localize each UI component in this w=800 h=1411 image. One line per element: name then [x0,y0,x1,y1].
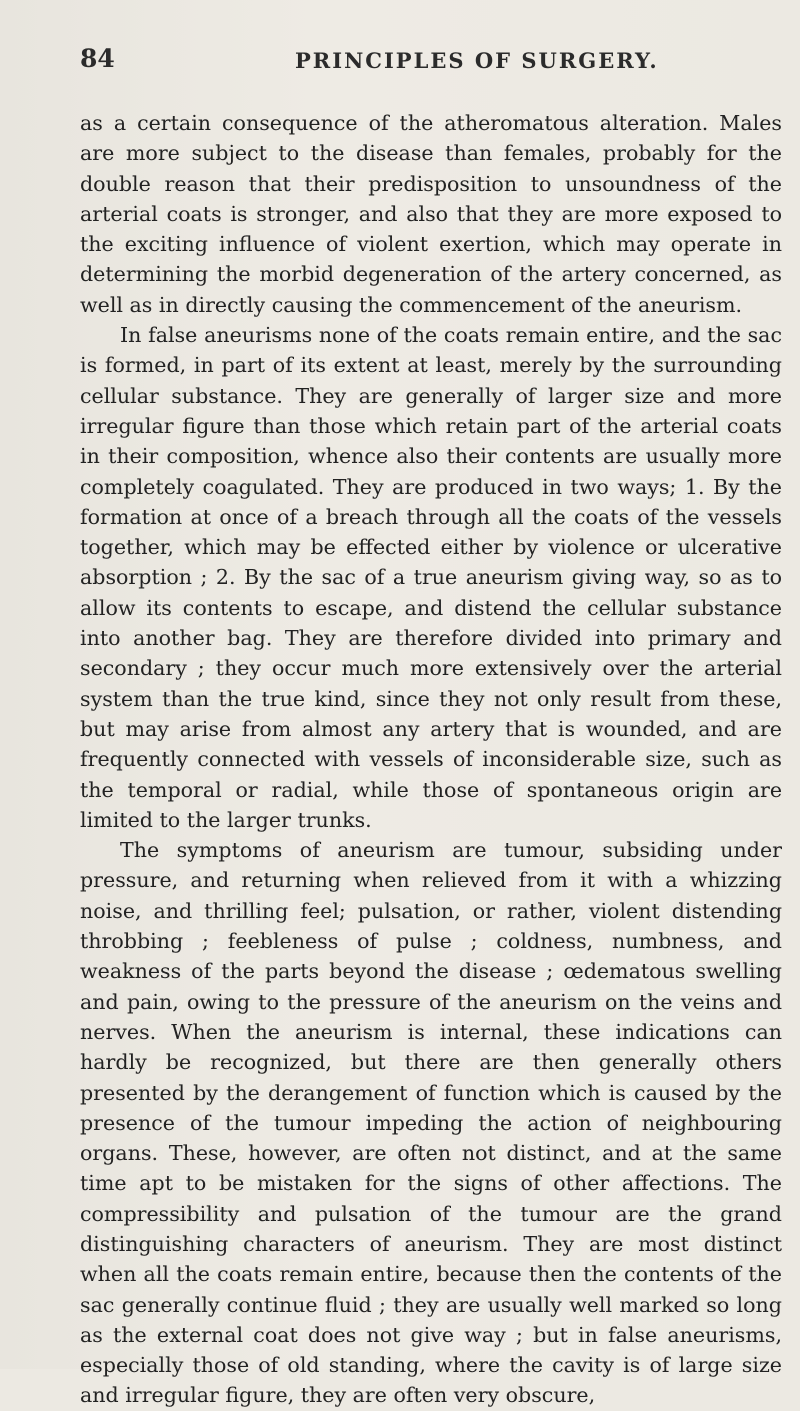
paragraph-1: as a certain consequence of the atheromatous alteration. Males are more subject to the disease than females, probably for the double reason that their predisposition to unsoundness of the arterial coats is stronger, and also that they are more exposed to the exciting influence of violent exertion, which may operate in determining the morbid degeneration of the artery concerned, as well as in directly causing the commencement of the aneurism. [80,111,782,317]
paragraph-2: In false aneurisms none of the coats remain entire, and the sac is formed, in part of its extent at least, merely by the surrounding cellular substance. They are generally of larger size and more irregular figure than those which retain part of the arterial coats in their composition, whence also their contents are usually more completely coagulated. They are produced in two ways; 1. By the formation at once of a breach through all the coats of the vessels together, which may be effected either by violence or ulcerative absorption ; 2. By the sac of a true aneurism giving way, so as to allow its contents to escape, and distend the cellular substance into another bag. They are therefore divided into primary and secondary ; they occur much more extensively over the arterial system than the true kind, since they not only result from these, but may arise from almost any artery that is wounded, and are frequently connected with vessels of inconsiderable size, such as the temporal or radial, while those of spontaneous origin are limited to the larger trunks. [80,323,782,832]
paragraph-3: The symptoms of aneurism are tumour, subsiding under pressure, and returning when relieved from it with a whizzing noise, and thrilling feel; pulsation, or rather, violent distending throbbing ; feebleness of pulse ; coldness, numbness, and weakness of the parts beyond the disease ; œdematous swelling and pain, owing to the pressure of the aneurism on the veins and nerves. When the aneurism is internal, these indications can hardly be recognized, but there are then generally others presented by the derangement of function which is caused by the presence of the tumour impeding the action of neighbouring organs. These, however, are often not distinct, and at the same time apt to be mistaken for the signs of other affections. The compressibility and pulsation of the tumour are the grand distinguishing characters of aneurism. They are most distinct when all the coats remain entire, because then the contents of the sac generally continue fluid ; they are usually well marked so long as the external coat does not give way ; but in false aneurisms, especially those of old standing, where the cavity is of large size and irregular figure, they are often very obscure, [80,838,782,1408]
running-title: PRINCIPLES OF SURGERY. [295,48,659,73]
page-number: 84 [80,44,115,73]
body-text [80,108,782,1411]
